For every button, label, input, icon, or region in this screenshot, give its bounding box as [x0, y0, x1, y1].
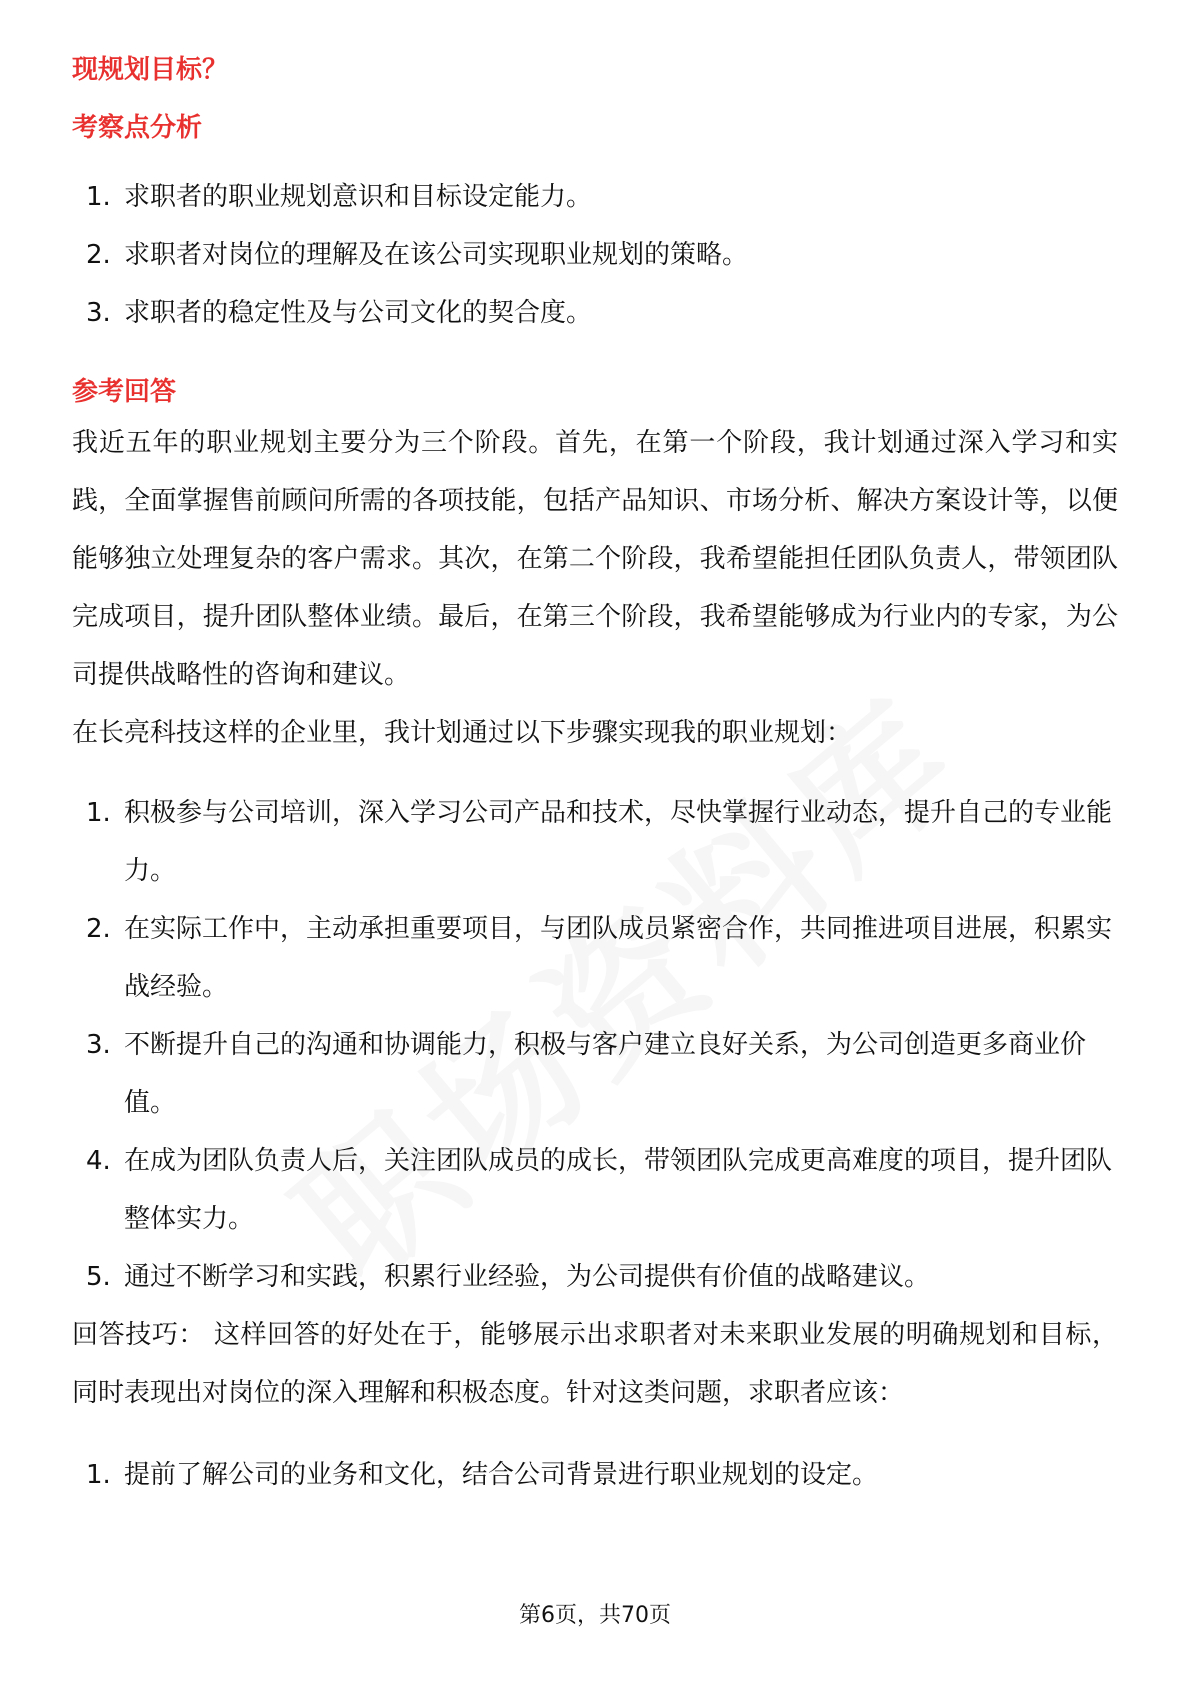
page-footer: 第6页，共70页 [519, 1603, 671, 1628]
list-item [72, 900, 1118, 1016]
list-number: 1. [86, 1460, 111, 1490]
answer-paragraph-2: 在长亮科技这样的企业里，我计划通过以下步骤实现我的职业规划： [72, 718, 853, 748]
answer-heading: 参考回答 [72, 377, 177, 407]
steps-list [72, 784, 1118, 1306]
list-item [72, 1132, 1118, 1248]
answer-paragraph-1: 我近五年的职业规划主要分为三个阶段。首先，在第一个阶段，我计划通过深入学习和实践，全面掌握售前顾问所需的各项技能，包括产品知识、市场分析、解决方案设计等，以便能够独立处理复杂的客户需求。其次，在第二个阶段，我希望能担任团队负责人，带领团队完成项目，提升团队整体业绩。最后，在第三个阶段，我希望能够成为行业内的专家，为公司提供战略性的咨询和建议。 [72, 428, 1118, 690]
list-number: 1. [86, 182, 111, 212]
analysis-list [72, 168, 1118, 342]
list-number: 3. [86, 1030, 111, 1060]
tips-paragraph: 回答技巧： 这样回答的好处在于，能够展示出求职者对未来职业发展的明确规划和目标，同时表现出对岗位的深入理解和积极态度。针对这类问题，求职者应该： [72, 1320, 1118, 1408]
page-content [72, 40, 1118, 1504]
list-item [72, 168, 1118, 226]
list-number: 1. [86, 798, 111, 828]
analysis-heading: 考察点分析 [72, 113, 203, 143]
list-number: 2. [86, 240, 111, 270]
list-item [72, 1446, 1118, 1504]
list-number: 3. [86, 298, 111, 328]
list-item [72, 284, 1118, 342]
list-item-text: 通过不断学习和实践，积累行业经验，为公司提供有价值的战略建议。 [124, 1262, 931, 1292]
list-item-text: 求职者对岗位的理解及在该公司实现职业规划的策略。 [124, 240, 749, 270]
list-item [72, 1016, 1118, 1132]
list-item-text: 求职者的稳定性及与公司文化的契合度。 [124, 298, 593, 328]
list-item [72, 226, 1118, 284]
list-item-text: 不断提升自己的沟通和协调能力，积极与客户建立良好关系，为公司创造更多商业价值。 [124, 1030, 1087, 1118]
list-item [72, 784, 1118, 900]
list-item-text: 在实际工作中，主动承担重要项目，与团队成员紧密合作，共同推进项目进展，积累实战经验。 [124, 914, 1113, 1002]
list-item-text: 提前了解公司的业务和文化，结合公司背景进行职业规划的设定。 [124, 1460, 879, 1490]
list-item-text: 求职者的职业规划意识和目标设定能力。 [124, 182, 593, 212]
list-item-text: 积极参与公司培训，深入学习公司产品和技术，尽快掌握行业动态，提升自己的专业能力。 [124, 798, 1113, 886]
list-item-text: 在成为团队负责人后，关注团队成员的成长，带领团队完成更高难度的项目，提升团队整体实力。 [124, 1146, 1113, 1234]
list-item [72, 1248, 1118, 1306]
list-number: 5. [86, 1262, 111, 1292]
list-number: 4. [86, 1146, 111, 1176]
tips-list [72, 1446, 1118, 1504]
question-heading-tail: 现规划目标？ [72, 55, 229, 85]
list-number: 2. [86, 914, 111, 944]
